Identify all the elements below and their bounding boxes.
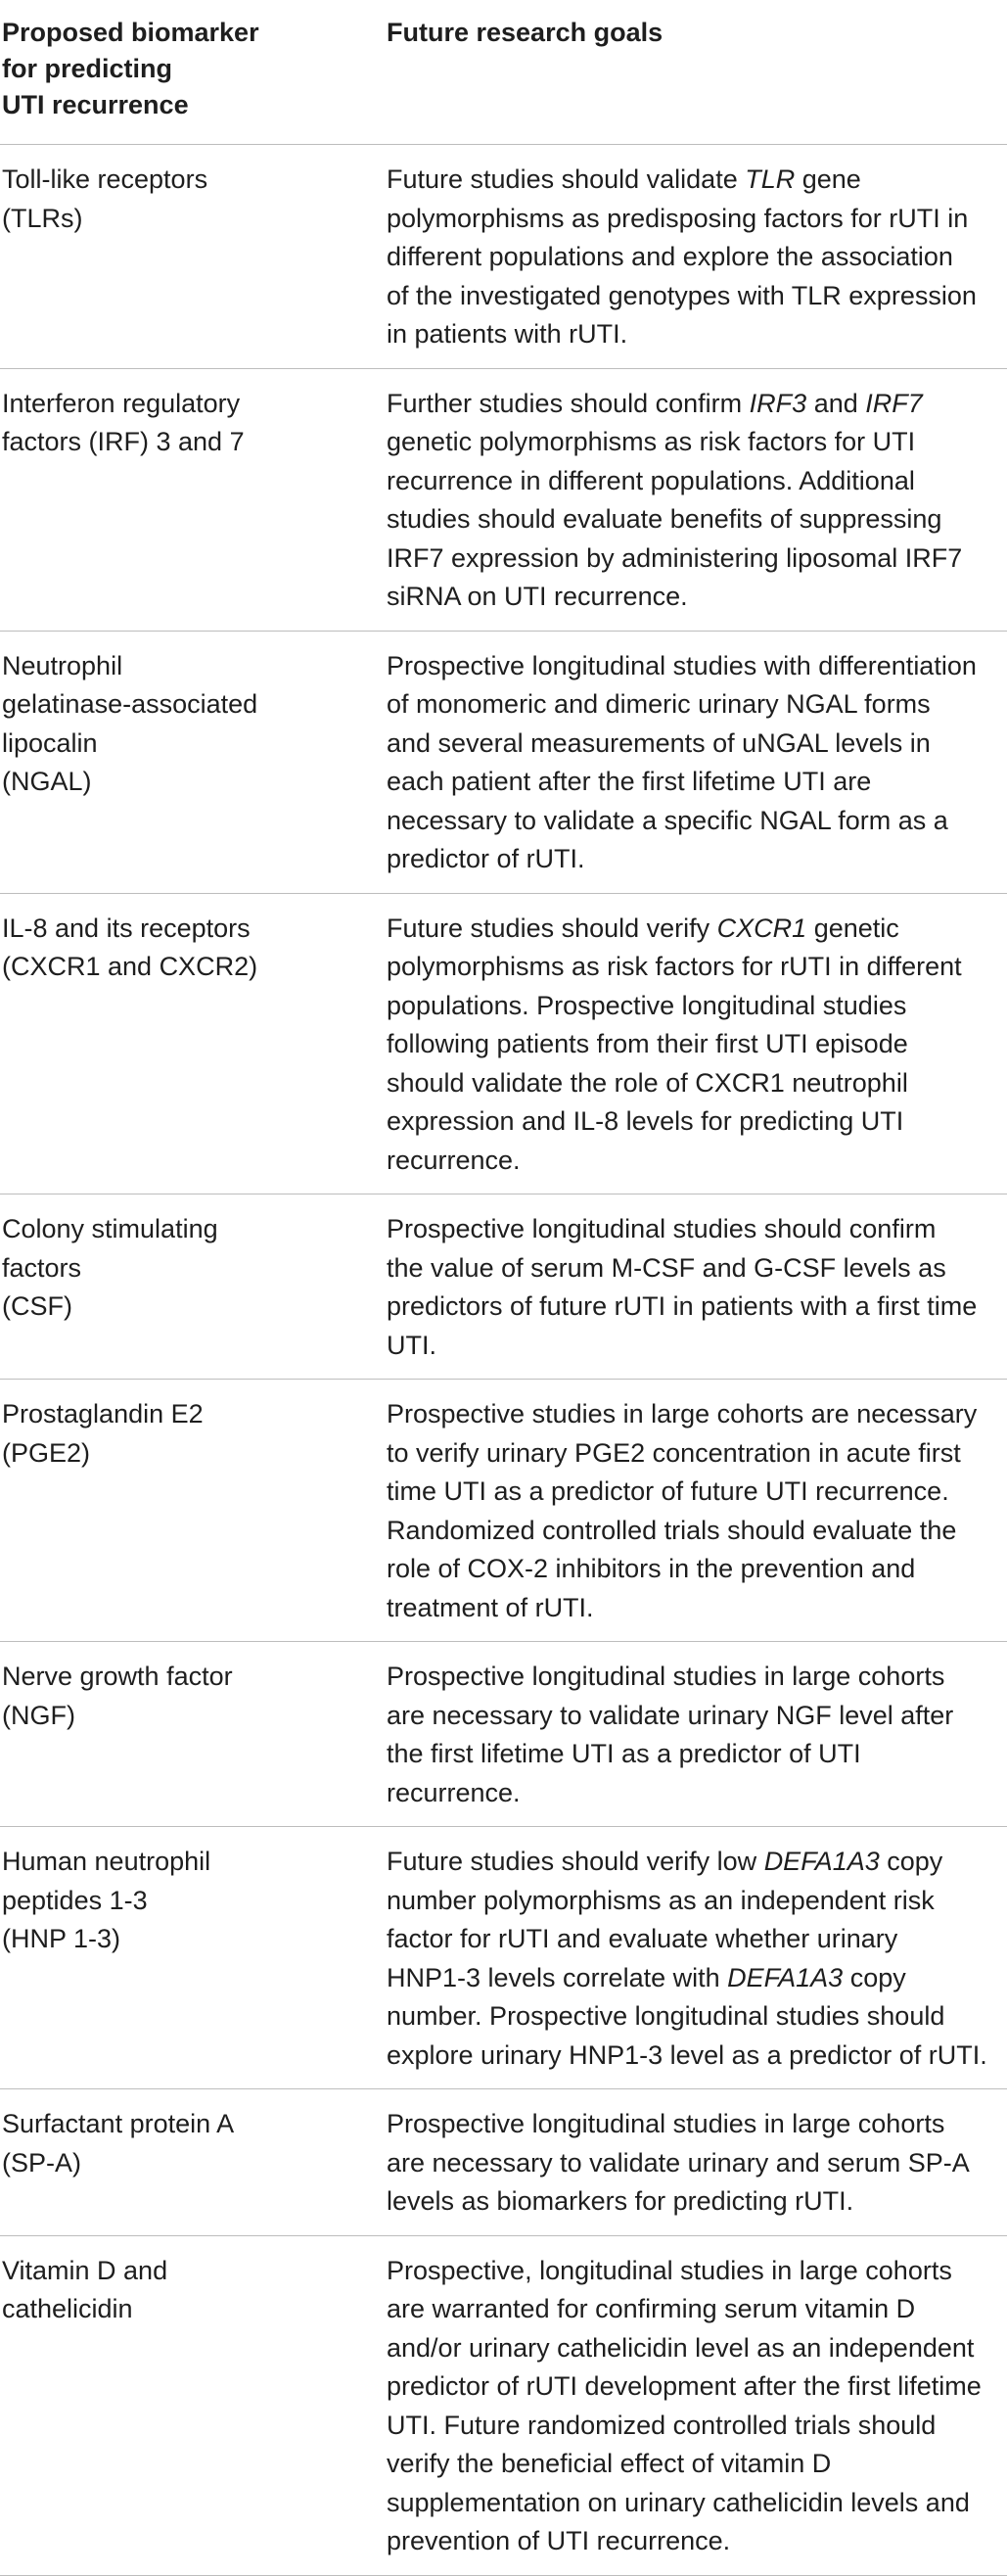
text-segment: and (806, 388, 866, 418)
text-segment: factor for rUTI and evaluate whether urinary (387, 1924, 898, 1953)
biomarker-line: cathelicidin (2, 2294, 133, 2323)
text-segment: Future studies should validate (387, 164, 746, 194)
table-row (0, 369, 1007, 632)
text-segment: genetic polymorphisms as risk factors for UTI (387, 427, 916, 456)
table-row (0, 2089, 1007, 2236)
research-goal-cell (387, 369, 1007, 631)
text-segment: Prospective longitudinal studies with differentiation (387, 650, 977, 680)
biomarker-cell (0, 2089, 387, 2235)
table-row (0, 1380, 1007, 1642)
text-segment: to verify urinary PGE2 concentration in acute first (387, 1437, 961, 1468)
biomarker-line: Colony stimulating (2, 1214, 218, 1243)
research-goal-line (387, 578, 1003, 617)
biomarker-line: Vitamin D and (2, 2255, 168, 2285)
text-segment: the value of serum M-CSF and G-CSF levels as (387, 1252, 946, 1283)
header-line: Future research goals (387, 18, 664, 47)
biomarker-line: (NGAL) (2, 767, 92, 796)
text-segment: levels as biomarkers for predicting rUTI. (387, 2186, 854, 2216)
text-segment: Prospective longitudinal studies in large cohorts (387, 1662, 945, 1691)
research-goal-line (387, 1395, 1003, 1434)
table-body (0, 145, 1007, 2576)
table-row (0, 632, 1007, 894)
gene-name: CXCR1 (716, 913, 807, 943)
biomarker-line: (PGE2) (2, 1437, 91, 1468)
text-segment: predictor of rUTI development after the first lifetime (387, 2371, 982, 2401)
text-segment: prevention of UTI recurrence. (387, 2526, 731, 2555)
text-segment: should validate the role of CXCR1 neutrophil (387, 1067, 908, 1098)
research-goal-line (387, 423, 1003, 462)
gene-name: IRF3 (749, 388, 807, 418)
research-goal-line (387, 1327, 1003, 1366)
research-goal-cell (387, 1380, 1007, 1641)
text-segment: Randomized controlled trials should evaluate the (387, 1515, 957, 1545)
biomarker-line: Nerve growth factor (2, 1662, 233, 1691)
research-goal-line (387, 2105, 1003, 2144)
text-segment: polymorphisms as predisposing factors for rUTI in (387, 203, 969, 233)
text-segment: role of COX-2 inhibitors in the prevention and (387, 1554, 916, 1583)
research-goal-cell (387, 894, 1007, 1194)
text-segment: Prospective, longitudinal studies in large cohorts (387, 2255, 952, 2285)
research-goal-line (387, 2484, 1003, 2523)
text-segment: and several measurements of uNGAL levels in (387, 727, 931, 758)
text-segment: gene (795, 164, 861, 194)
text-segment: polymorphisms as risk factors for rUTI in different (387, 952, 962, 981)
table-row (0, 894, 1007, 1195)
text-segment: explore urinary HNP1-3 level as a predictor of rUTI. (387, 2039, 987, 2070)
biomarker-cell (0, 894, 387, 1194)
research-goal-line (387, 1512, 1003, 1551)
text-segment: Future studies should verify low (387, 1847, 764, 1876)
text-segment: necessary to validate a specific NGAL form as a (387, 805, 948, 835)
biomarker-cell (0, 145, 387, 368)
biomarker-line: Neutrophil (2, 650, 123, 680)
research-goal-line (387, 462, 1003, 501)
text-segment: treatment of rUTI. (387, 1592, 594, 1622)
biomarker-line: gelatinase-associated (2, 689, 258, 719)
table-row (0, 1827, 1007, 2089)
header-line: for predicting (2, 54, 172, 83)
research-goal-line (387, 840, 1003, 879)
biomarker-cell (0, 632, 387, 893)
table-header (0, 0, 1007, 145)
research-goal-line (387, 161, 1003, 200)
header-line: UTI recurrence (2, 90, 189, 119)
research-goal-line (387, 725, 1003, 764)
text-segment: predictors of future rUTI in patients with a first time (387, 1291, 978, 1321)
text-segment: and/or urinary cathelicidin level as an independent (387, 2332, 975, 2363)
biomarker-line: Interferon regulatory (2, 388, 241, 418)
text-segment: recurrence in different populations. Additional (387, 465, 915, 495)
biomarker-line: Surfactant protein A (2, 2109, 235, 2138)
header-research-goals (387, 0, 1007, 144)
research-goal-line (387, 315, 1003, 354)
research-goal-line (387, 1589, 1003, 1628)
biomarker-line: (CSF) (2, 1291, 72, 1321)
research-goal-line (387, 647, 1003, 686)
text-segment: expression and IL-8 levels for predicting UTI (387, 1106, 904, 1136)
text-segment: in patients with rUTI. (387, 319, 628, 349)
research-goal-cell (387, 2236, 1007, 2575)
text-segment: IRF7 expression by administering liposomal IRF7 (387, 542, 963, 573)
biomarker-cell (0, 1827, 387, 2088)
research-goal-line (387, 1249, 1003, 1288)
biomarker-line: factors (IRF) 3 and 7 (2, 427, 245, 456)
research-goal-line (387, 1959, 1003, 1998)
text-segment: recurrence. (387, 1777, 521, 1807)
biomarker-line: Prostaglandin E2 (2, 1399, 204, 1429)
research-goal-line (387, 1288, 1003, 1327)
biomarker-line: (TLRs) (2, 203, 83, 233)
text-segment: of monomeric and dimeric urinary NGAL forms (387, 689, 931, 719)
research-goal-line (387, 200, 1003, 239)
research-goal-line (387, 2407, 1003, 2446)
research-goal-line (387, 2329, 1003, 2368)
text-segment: studies should evaluate benefits of suppressing (387, 504, 942, 534)
text-segment: are necessary to validate urinary NGF level after (387, 1700, 954, 1730)
research-goal-line (387, 385, 1003, 424)
research-goal-cell (387, 145, 1007, 368)
text-segment: UTI. Future randomized controlled trials should (387, 2410, 937, 2440)
text-segment: are warranted for confirming serum vitamin D (387, 2294, 916, 2323)
biomarker-line: Toll-like receptors (2, 164, 208, 194)
text-segment: genetic (806, 913, 899, 943)
research-goal-line (387, 763, 1003, 802)
text-segment: are necessary to validate urinary and serum SP-A (387, 2147, 970, 2178)
research-goal-line (387, 1025, 1003, 1064)
text-segment: Prospective longitudinal studies should confirm (387, 1214, 937, 1243)
text-segment: Prospective studies in large cohorts are necessary (387, 1399, 978, 1429)
research-goal-line (387, 2522, 1003, 2561)
biomarker-cell (0, 369, 387, 631)
text-segment: the first lifetime UTI as a predictor of UTI (387, 1739, 861, 1768)
text-segment: copy (879, 1847, 943, 1876)
header-biomarker (0, 0, 387, 144)
biomarker-cell (0, 1642, 387, 1826)
research-goal-line (387, 500, 1003, 539)
gene-name: DEFA1A3 (727, 1962, 844, 1992)
research-goal-line (387, 1210, 1003, 1249)
biomarker-cell (0, 2236, 387, 2575)
research-goal-line (387, 802, 1003, 841)
research-goal-line (387, 948, 1003, 987)
biomarker-line: IL-8 and its receptors (2, 913, 251, 943)
research-goal-line (387, 1434, 1003, 1474)
research-goal-line (387, 1697, 1003, 1736)
research-goal-line (387, 238, 1003, 277)
research-goal-line (387, 1473, 1003, 1512)
text-segment: supplementation on urinary cathelicidin levels and (387, 2487, 970, 2517)
research-goal-line (387, 1735, 1003, 1774)
research-goal-line (387, 987, 1003, 1026)
research-goal-cell (387, 2089, 1007, 2235)
research-goal-cell (387, 1194, 1007, 1379)
gene-name: TLR (745, 164, 796, 194)
research-goal-line (387, 277, 1003, 316)
research-goal-line (387, 1658, 1003, 1697)
table-row (0, 145, 1007, 369)
gene-name: IRF7 (865, 388, 923, 418)
research-goal-cell (387, 1642, 1007, 1826)
research-goal-line (387, 1550, 1003, 1589)
text-segment: following patients from their first UTI episode (387, 1029, 908, 1058)
text-segment: HNP1-3 levels correlate with (387, 1962, 728, 1992)
research-goal-line (387, 1774, 1003, 1813)
research-goal-line (387, 1997, 1003, 2037)
research-goal-line (387, 1843, 1003, 1882)
text-segment: populations. Prospective longitudinal studies (387, 990, 907, 1020)
header-line: Proposed biomarker (2, 18, 259, 47)
research-goal-line (387, 2367, 1003, 2407)
table-row (0, 2236, 1007, 2576)
research-goal-cell (387, 632, 1007, 893)
biomarker-line: factors (2, 1252, 82, 1283)
research-goal-line (387, 2037, 1003, 2076)
biomarker-line: Human neutrophil (2, 1847, 211, 1876)
table-row (0, 1642, 1007, 1827)
research-goal-line (387, 2290, 1003, 2329)
biomarker-line: peptides 1-3 (2, 1885, 148, 1915)
biomarker-line: (HNP 1-3) (2, 1924, 121, 1953)
research-goal-cell (387, 1827, 1007, 2088)
biomarker-line: (CXCR1 and CXCR2) (2, 952, 258, 981)
research-goal-line (387, 2182, 1003, 2222)
text-segment: UTI. (387, 1330, 436, 1360)
text-segment: Prospective longitudinal studies in large cohorts (387, 2109, 945, 2138)
research-goal-line (387, 2445, 1003, 2484)
research-goal-line (387, 2252, 1003, 2291)
research-goal-line (387, 1102, 1003, 1142)
research-goal-line (387, 539, 1003, 579)
table-row (0, 1194, 1007, 1380)
research-goal-line (387, 1142, 1003, 1181)
text-segment: recurrence. (387, 1145, 521, 1175)
biomarker-cell (0, 1194, 387, 1379)
text-segment: predictor of rUTI. (387, 844, 585, 873)
text-segment: Future studies should verify (387, 913, 717, 943)
text-segment: verify the beneficial effect of vitamin D (387, 2449, 832, 2478)
text-segment: different populations and explore the association (387, 242, 953, 271)
text-segment: number polymorphisms as an independent risk (387, 1885, 935, 1915)
text-segment: number. Prospective longitudinal studies should (387, 2001, 945, 2031)
text-segment: each patient after the first lifetime UTI are (387, 767, 872, 796)
research-goal-line (387, 2144, 1003, 2183)
research-goal-line (387, 685, 1003, 725)
research-goal-line (387, 910, 1003, 949)
biomarker-line: lipocalin (2, 727, 98, 758)
research-goal-line (387, 1064, 1003, 1103)
biomarker-cell (0, 1380, 387, 1641)
gene-name: DEFA1A3 (763, 1847, 880, 1876)
research-goal-line (387, 1882, 1003, 1921)
biomarker-line: (NGF) (2, 1700, 75, 1730)
text-segment: copy (843, 1962, 906, 1992)
research-goal-line (387, 1920, 1003, 1959)
biomarker-line: (SP-A) (2, 2147, 81, 2178)
text-segment: of the investigated genotypes with TLR expression (387, 280, 977, 310)
text-segment: Further studies should confirm (387, 388, 750, 418)
text-segment: time UTI as a predictor of future UTI recurrence. (387, 1476, 949, 1506)
text-segment: siRNA on UTI recurrence. (387, 582, 688, 611)
